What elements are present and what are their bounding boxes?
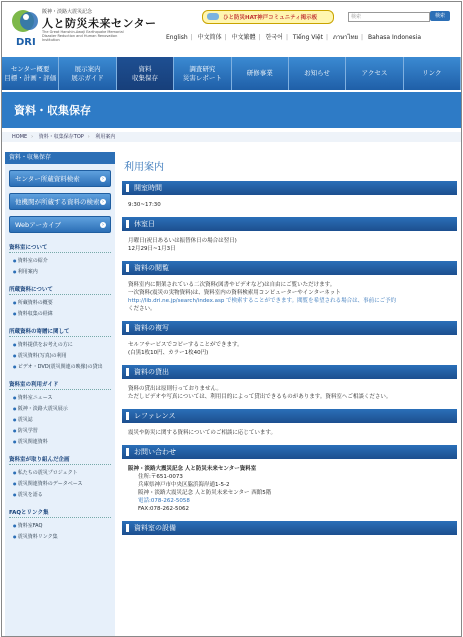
sidebar-link[interactable]: ● 震災資料リンク集 xyxy=(13,533,111,540)
lang-indonesian[interactable]: Bahasa Indonesia xyxy=(368,34,421,41)
sidebar-link[interactable]: ● 震災関連資料 xyxy=(13,438,111,445)
sidebar-link[interactable]: ● 阪神・淡路大震災展示 xyxy=(13,405,111,412)
contact-address: 兵庫県神戸市中央区脇浜海岸通1-5-2 xyxy=(138,482,230,488)
sidebar-heading: 資料・収集保存 xyxy=(5,152,115,164)
section-heading-reference: レファレンス xyxy=(122,409,457,423)
section-heading-facilities: 資料室の設備 xyxy=(122,521,457,535)
section-body-viewing xyxy=(128,281,453,313)
breadcrumb: HOME › 資料・収集保存TOP › 利用案内 xyxy=(2,132,461,142)
lang-vietnamese[interactable]: Tiếng Việt xyxy=(292,34,323,41)
section-body-reference xyxy=(128,429,453,437)
text-line: 月曜日(祝日あるいは振替休日の場合は翌日) xyxy=(128,238,237,244)
arrow-right-icon: › xyxy=(102,198,104,205)
text-line: ただしビデオや写真については、利用目的によって貸出できるものがあります。資料室へご相談ください。 xyxy=(128,394,392,400)
nav-training[interactable]: 研修事業 xyxy=(232,57,289,90)
lang-thai[interactable]: ภาษาไทย xyxy=(332,34,359,41)
text-line: ください。 xyxy=(128,306,156,312)
section-heading-copy: 資料の複写 xyxy=(122,321,457,335)
section-heading-closed: 休室日 xyxy=(122,217,457,231)
org-name[interactable]: 人と防災未来センター xyxy=(42,17,157,30)
breadcrumb-home[interactable]: HOME xyxy=(12,134,28,140)
sidebar-link[interactable]: ● 資料室FAQ xyxy=(13,522,111,529)
section-body-copy xyxy=(128,341,453,357)
breadcrumb-current: 利用案内 xyxy=(95,134,116,140)
arrow-right-icon: › xyxy=(102,175,104,182)
logo-text: DRI xyxy=(16,37,36,48)
sidebar-button-label: センター所蔵資料検索 xyxy=(15,175,80,183)
nav-links[interactable]: リンク xyxy=(404,57,461,90)
sidebar-link[interactable]: ● 利用案内 xyxy=(13,268,111,275)
sidebar-link[interactable]: ● 資料室の紹介 xyxy=(13,257,111,264)
sidebar-link[interactable]: ● 防災学習 xyxy=(13,427,111,434)
lang-zh-hans[interactable]: 中文简体 xyxy=(197,34,222,41)
page-title: 資料・収集保存 xyxy=(14,104,91,117)
community-banner[interactable] xyxy=(202,10,334,24)
sidebar-link[interactable]: ● 資料室ニュース xyxy=(13,394,111,401)
nav-exhibition[interactable]: 展示案内 展示ガイド xyxy=(59,57,116,90)
sidebar-section-title: 資料室について xyxy=(9,243,111,253)
section-heading-hours: 開室時間 xyxy=(122,181,457,195)
logo-icon[interactable] xyxy=(10,7,44,37)
search-input[interactable]: 検索 xyxy=(348,12,430,22)
sidebar-section-title: 所蔵資料の寄贈に関して xyxy=(9,327,111,337)
sidebar-section-title: FAQとリンク集 xyxy=(9,508,111,518)
text-line: 12月29日~1月3日 xyxy=(128,246,176,252)
sidebar-link[interactable]: ● 資料収集の経緯 xyxy=(13,310,111,317)
page-title-band xyxy=(2,92,461,128)
lang-english[interactable]: English xyxy=(166,34,188,41)
search-button[interactable]: 検索 xyxy=(430,11,450,21)
sidebar-link[interactable]: ● 震災資料(写真)の利用 xyxy=(13,352,111,359)
search-url-link[interactable]: http://lib.dri.ne.jp/search/index.asp で検索することができます。閲覧を希望される場合は、事前にご予約 xyxy=(128,298,397,304)
section-body-lending xyxy=(128,385,453,401)
sidebar-link[interactable]: ● 所蔵資料の概要 xyxy=(13,299,111,306)
banner-text: ひと防災HAT神戸コミュニティ掲示板 xyxy=(223,15,318,21)
global-nav xyxy=(2,57,461,90)
contact-org: 阪神・淡路大震災記念 人と防災未来センター資料室 xyxy=(128,466,257,472)
sidebar-link[interactable]: ● 資料提供をお考えの方に xyxy=(13,341,111,348)
sidebar-button-label: 他機関が所蔵する資料の検索 xyxy=(15,198,100,206)
main-content xyxy=(122,152,457,636)
text-line: 一次資料(震災の実物資料)は、資料室内の資料検索用コンピューターやインターネット xyxy=(128,290,341,296)
page-frame xyxy=(1,1,462,637)
banner-icon xyxy=(207,13,219,20)
sidebar-button-web-archive[interactable] xyxy=(9,216,111,233)
sidebar-button-label: Webアーカイブ xyxy=(15,221,61,229)
sidebar xyxy=(5,152,115,636)
breadcrumb-archives[interactable]: 資料・収集保存TOP xyxy=(38,134,84,140)
arrow-right-icon: › xyxy=(102,221,104,228)
section-heading-lending: 資料の貸出 xyxy=(122,365,457,379)
contact-phone-link[interactable]: 電話:078-262-5058 xyxy=(138,498,190,504)
contact-postal: 住所:〒651-0073 xyxy=(138,474,183,480)
nav-news[interactable]: お知らせ xyxy=(289,57,346,90)
contact-fax: FAX:078-262-5062 xyxy=(138,506,190,512)
sidebar-link[interactable]: ● 震災を語る xyxy=(13,491,111,498)
section-heading-contact: お問い合わせ xyxy=(122,445,457,459)
lang-zh-hant[interactable]: 中文繁體 xyxy=(231,34,256,41)
text-line: 資料室内に開架されている二次資料(図書やビデオなど)は自由にご覧いただけます。 xyxy=(128,282,336,288)
nav-center-overview[interactable]: センター概要 目標・計画・評価 xyxy=(2,57,59,90)
org-name-en: The Great Hanshin-Awaji Earthquake Memorial Disaster Reduction and Human Renovation Institution xyxy=(42,30,124,42)
contact-building: 阪神・淡路大震災記念 人と防災未来センター 西館5階 xyxy=(138,490,272,496)
text-line: 9:30~17:30 xyxy=(128,202,161,208)
nav-research[interactable]: 調査研究 災害レポート xyxy=(174,57,231,90)
section-heading-viewing: 資料の閲覧 xyxy=(122,261,457,275)
sidebar-button-other-search[interactable] xyxy=(9,193,111,210)
sidebar-section-title: 資料室の利用ガイド xyxy=(9,380,111,390)
nav-archives[interactable]: 資料 収集保存 xyxy=(117,57,174,90)
sidebar-section-title: 所蔵資料について xyxy=(9,285,111,295)
nav-access[interactable]: アクセス xyxy=(346,57,403,90)
text-line: セルフサービスでコピーすることができます。 xyxy=(128,342,243,348)
org-name-sub: 阪神・淡路大震災記念 xyxy=(42,9,93,15)
text-line: (白黒1枚10円、カラー1枚40円) xyxy=(128,350,209,356)
language-menu: English | 中文简体 | 中文繁體 | 한국어 | Tiếng Việt | ภาษาไทย | Bahasa Indonesia xyxy=(166,34,421,41)
content-title: 利用案内 xyxy=(124,162,164,173)
section-body-closed xyxy=(128,237,453,253)
section-body-contact xyxy=(128,465,453,513)
sidebar-section-title: 資料室が取り組んだ企画 xyxy=(9,455,111,465)
text-line: 資料の貸出は原則行っておりません。 xyxy=(128,386,222,392)
text-line: 震災や防災に関する資料についてのご相談に応じています。 xyxy=(128,430,276,436)
sidebar-link[interactable]: ● 震災誌 xyxy=(13,416,111,423)
site-header xyxy=(2,2,461,54)
sidebar-link[interactable]: ● 震災関連資料のデータベース xyxy=(13,480,111,487)
sidebar-link[interactable]: ● 私たちの震災プロジェクト xyxy=(13,469,111,476)
section-body-hours xyxy=(128,201,453,209)
sidebar-button-center-search[interactable] xyxy=(9,170,111,187)
sidebar-link[interactable]: ● ビデオ・DVD(震災関連の映像)の貸出 xyxy=(13,363,111,370)
lang-korean[interactable]: 한국어 xyxy=(265,34,283,41)
